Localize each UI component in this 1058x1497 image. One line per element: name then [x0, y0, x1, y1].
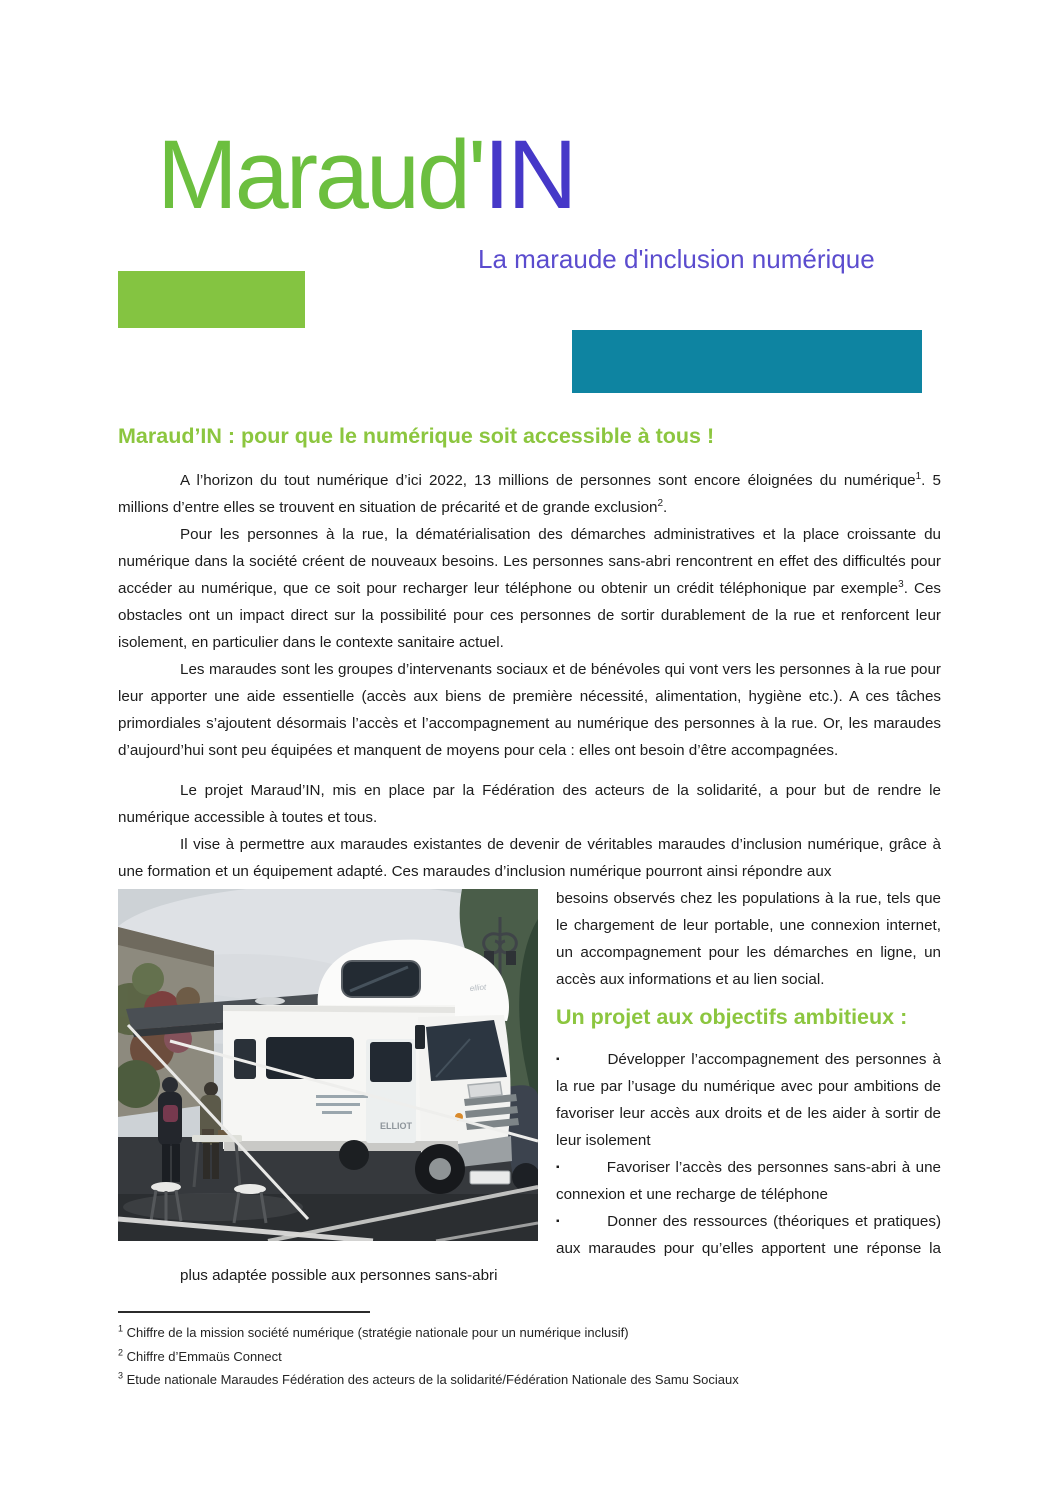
footnote-ref-3: 3 [898, 578, 904, 590]
paragraph-vise: Il vise à permettre aux maraudes existantes de devenir de véritables maraudes d’inclusion numérique, grâce à une formation et un équipement adapté. Ces maraudes d’inclusion numérique pourront ainsi répondre aux [118, 836, 941, 880]
footnote-text: Chiffre d’Emmaüs Connect [126, 1348, 282, 1364]
footnote-1 [118, 1321, 941, 1345]
main-heading: Maraud’IN : pour que le numérique soit accessible à tous ! [118, 424, 715, 448]
maraudin-logo [157, 122, 574, 229]
van-brand-cab-label: elliot [469, 982, 487, 993]
footnote-separator [118, 1311, 370, 1313]
logo-tagline: La maraude d'inclusion numérique [478, 244, 875, 274]
footnote-3 [118, 1368, 941, 1392]
paragraph-projet: Le projet Maraud’IN, mis en place par la Fédération des acteurs de la solidarité, a pour but de rendre le numérique accessible à toutes et tous. [118, 782, 941, 826]
paragraph-maraudes: Les maraudes sont les groupes d’intervenants sociaux et de bénévoles qui vont vers les personnes à la rue pour leur apporter une aide essentielle (accès aux biens de première nécessité, alimentation, hygiène etc.). A ces tâches primordiales s’ajoutent désormais l’accès et l’accompagnement au numérique des personnes à la rue. Or, les maraudes d’aujourd’hui sont peu équipées et manquent de moyens pour cela : elles ont besoin d’être accompagnées. [118, 661, 941, 759]
paragraph-intro [118, 467, 941, 521]
paragraph-text: Pour les personnes à la rue, la dématérialisation des démarches administratives et la place croissante du numérique dans la société créent de nouveaux besoins. Les personnes sans-abri rencontrent en effet des difficultés pour accéder au numérique, que ce soit pour recharger leur téléphone ou obtenir un crédit téléphonique par exemple [118, 526, 941, 597]
paragraph-text: . 5 millions d’entre elles se trouvent en situation de précarité et de grande exclusion [118, 472, 941, 516]
footnote-number: 1 [118, 1323, 124, 1334]
paragraph-text: . [663, 499, 668, 516]
camper-van-illustration [118, 889, 538, 1241]
list-item-text: Développer l’accompagnement des personnes à la rue par l’usage du numérique avec pour ambitions de favoriser leur accès aux droits et de les aider à sortir de leur isolement [556, 1051, 942, 1149]
bullet-square-icon: ▪ [556, 1216, 562, 1227]
footnote-number: 3 [118, 1370, 124, 1381]
logo-text-purple: IN [483, 120, 575, 229]
list-item-text: Favoriser l’accès des personnes sans-abri à une connexion et une recharge de téléphone [556, 1159, 941, 1203]
footnotes [118, 1321, 941, 1392]
teal-accent-bar [572, 330, 922, 393]
footnote-text: Chiffre de la mission société numérique (stratégie nationale pour un numérique inclusif) [126, 1325, 629, 1340]
photo-and-objectives-section [118, 885, 941, 1289]
footnote-ref-1: 1 [915, 470, 922, 482]
paragraph-besoins: besoins observés chez les populations à la rue, tels que le chargement de leur portable, une connexion internet, un accompagnement pour les démarches en ligne, un accès aux informations et au lien social. [556, 890, 941, 988]
footnote-ref-2: 2 [657, 497, 664, 509]
paragraph-text: . Ces obstacles ont un impact direct sur la possibilité pour ces personnes de sortir durablement de la rue et renforcent leur isolement, en particulier dans le contexte sanitaire actuel. [118, 580, 941, 651]
logo-text-green: Maraud' [157, 120, 484, 229]
bullet-square-icon: ▪ [556, 1054, 562, 1065]
footnote-text: Etude nationale Maraudes Fédération des acteurs de la solidarité/Fédération Nationale des Samu Sociaux [126, 1372, 739, 1387]
objectives-heading: Un projet aux objectifs ambitieux : [556, 1005, 908, 1029]
article-body [118, 424, 941, 1392]
bullet-square-icon: ▪ [556, 1162, 561, 1173]
footnote-2 [118, 1345, 941, 1369]
list-item-text: Donner des ressources (théoriques et pratiques) aux maraudes pour qu’elles apportent une réponse la plus adaptée possible aux personnes sans-abri [180, 1213, 942, 1284]
green-accent-bar [118, 271, 305, 328]
van-brand-side-label: ELLIOT [380, 1121, 412, 1131]
paragraph-obstacles [118, 521, 941, 656]
paragraph-text: A l’horizon du tout numérique d’ici 2022, 13 millions de personnes sont encore éloignées du numérique [180, 472, 916, 489]
footnote-number: 2 [118, 1347, 124, 1358]
street-outreach-photo [118, 889, 538, 1241]
